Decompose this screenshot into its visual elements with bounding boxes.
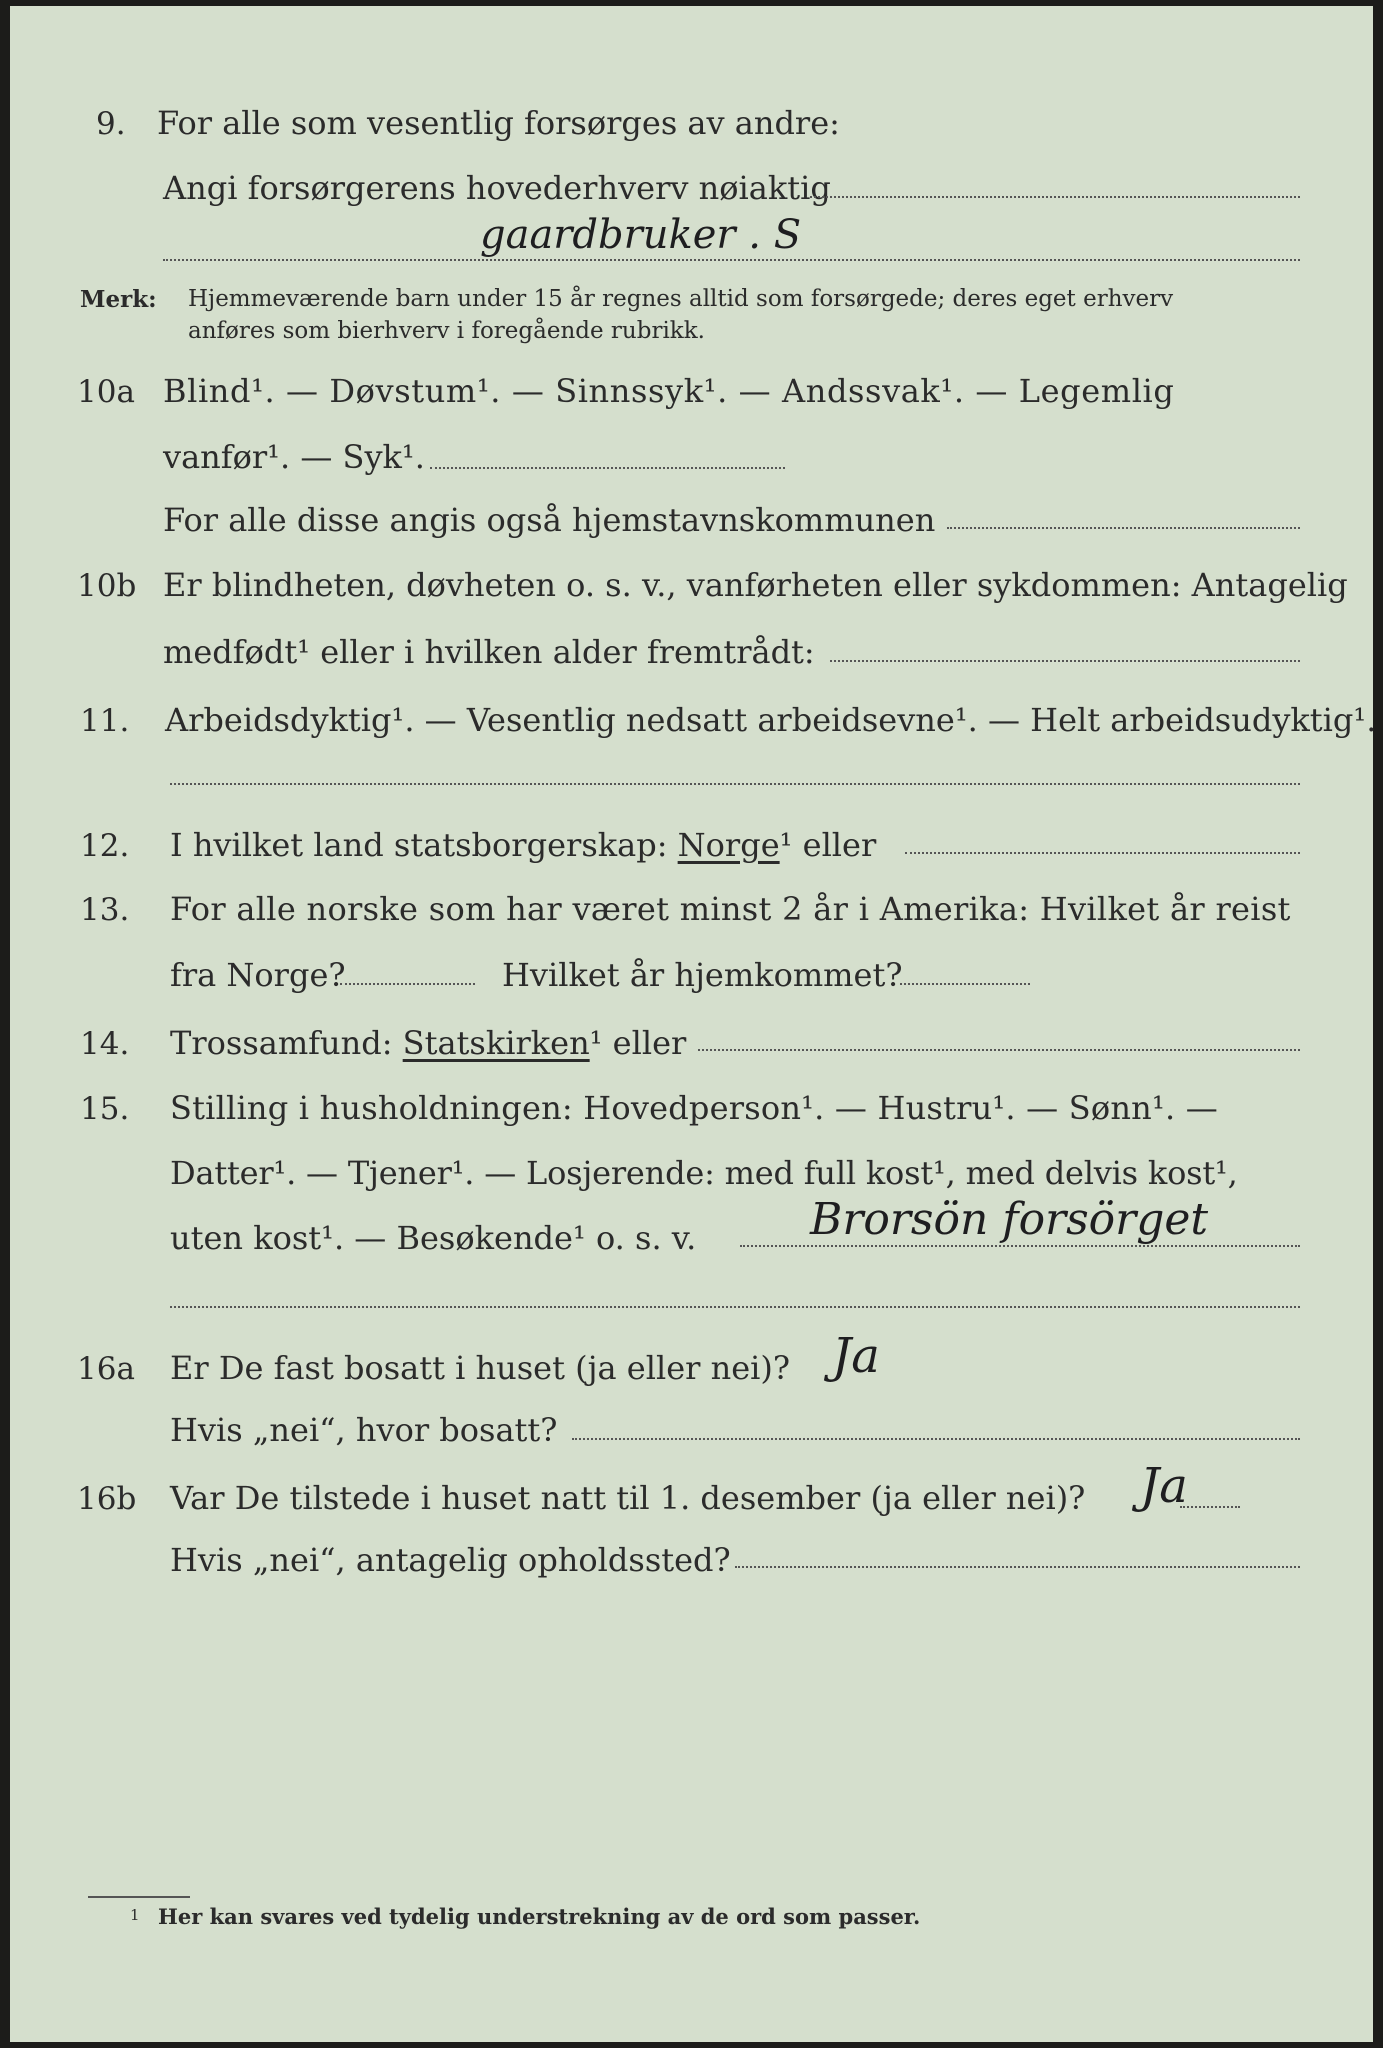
q10a-syk-dotted-line: [430, 467, 785, 469]
q12-line: [170, 826, 876, 864]
q13-number: 13.: [80, 892, 130, 928]
q9-number: 9.: [96, 106, 126, 142]
q9-line1: For alle som vesentlig forsørges av andre:: [157, 104, 840, 142]
q10b-line1: Er blindheten, døvheten o. s. v., vanførheten eller sykdommen: Antagelig: [163, 566, 1348, 604]
q16a-line2: Hvis „nei“, hvor bosatt?: [170, 1411, 558, 1449]
merk-line2: anføres som bierhverv i foregående rubrikk.: [188, 318, 705, 344]
q9-line2: Angi forsørgerens hovederhverv nøiaktig: [163, 169, 831, 207]
q14-line: [170, 1024, 686, 1062]
q11-number: 11.: [80, 703, 130, 739]
q16b-number: 16b: [77, 1481, 137, 1517]
q12-number: 12.: [80, 828, 130, 864]
merk-label: Merk:: [80, 286, 157, 313]
q16b-dotted-line: [735, 1566, 1300, 1568]
q12-suffix: ¹ eller: [779, 826, 877, 864]
q15-handwritten-answer: Brorsön forsörget: [810, 1194, 1209, 1245]
q16a-handwritten-answer: Ja: [832, 1328, 880, 1384]
q10a-line1: Blind¹. — Døvstum¹. — Sinnssyk¹. — Andssvak¹. — Legemlig: [163, 372, 1175, 410]
q10a-number: 10a: [77, 374, 135, 410]
q13-hjemkommet-dotted-line: [900, 983, 1030, 985]
q15-answer-dotted-line: [740, 1245, 1300, 1247]
q11-line1: Arbeidsdyktig¹. — Vesentlig nedsatt arbeidsevne¹. — Helt arbeidsudyktig¹.: [165, 701, 1377, 739]
q12-dotted-line: [905, 852, 1300, 854]
footnote-marker: 1: [130, 1906, 140, 1924]
q14-statskirken-underlined: Statskirken: [402, 1024, 590, 1062]
q13-line1: For alle norske som har været minst 2 år i Amerika: Hvilket år reist: [170, 890, 1291, 928]
q15-extra-dotted-line: [170, 1306, 1300, 1308]
q16b-handwritten-answer: Ja: [1140, 1458, 1188, 1514]
q15-line3: uten kost¹. — Besøkende¹ o. s. v.: [170, 1219, 697, 1257]
q13-reist-dotted-line: [340, 983, 475, 985]
q10a-line2: vanfør¹. — Syk¹.: [163, 438, 425, 476]
q15-line1: Stilling i husholdningen: Hovedperson¹. — Hustru¹. — Sønn¹. —: [170, 1089, 1218, 1127]
q14-number: 14.: [80, 1026, 130, 1062]
q16a-dotted-line: [572, 1438, 1300, 1440]
q10a-line3: For alle disse angis også hjemstavnskommunen: [163, 501, 936, 539]
q16b-line1: Var De tilstede i huset natt til 1. desember (ja eller nei)?: [170, 1479, 1086, 1517]
q15-line2: Datter¹. — Tjener¹. — Losjerende: med full kost¹, med delvis kost¹,: [170, 1154, 1238, 1192]
q12-norge-underlined: Norge: [677, 826, 780, 864]
q14-prefix: Trossamfund:: [170, 1024, 393, 1062]
q16a-number: 16a: [77, 1351, 135, 1387]
q14-suffix: ¹ eller: [589, 1024, 687, 1062]
q10b-dotted-line: [830, 660, 1300, 662]
q10b-number: 10b: [77, 568, 137, 604]
q15-number: 15.: [80, 1091, 130, 1127]
footnote-rule: [88, 1896, 190, 1898]
q13-line2b: Hvilket år hjemkommet?: [502, 956, 903, 994]
q16b-answer-dotted-line: [1180, 1506, 1240, 1508]
q13-line2a: fra Norge?: [170, 956, 346, 994]
q16a-line1: Er De fast bosatt i huset (ja eller nei)?: [170, 1349, 791, 1387]
q12-prefix: I hvilket land statsborgerskap:: [170, 826, 668, 864]
footnote-text: Her kan svares ved tydelig understrekning av de ord som passer.: [158, 1904, 921, 1929]
merk-line1: Hjemmeværende barn under 15 år regnes alltid som forsørgede; deres eget erhverv: [188, 286, 1174, 312]
q9-handwritten-answer: gaardbruker . S: [480, 212, 802, 258]
q10a-hjemstavn-dotted-line: [947, 527, 1300, 529]
q9-answer-dotted-line: [163, 259, 1300, 261]
q14-dotted-line: [698, 1049, 1300, 1051]
q11-dotted-line: [170, 783, 1300, 785]
census-form-page: [10, 6, 1377, 2042]
q10b-line2: medfødt¹ eller i hvilken alder fremtrådt:: [163, 633, 815, 671]
q16b-line2: Hvis „nei“, antagelig opholdssted?: [170, 1541, 731, 1579]
q9-dotted-line: [810, 196, 1300, 198]
